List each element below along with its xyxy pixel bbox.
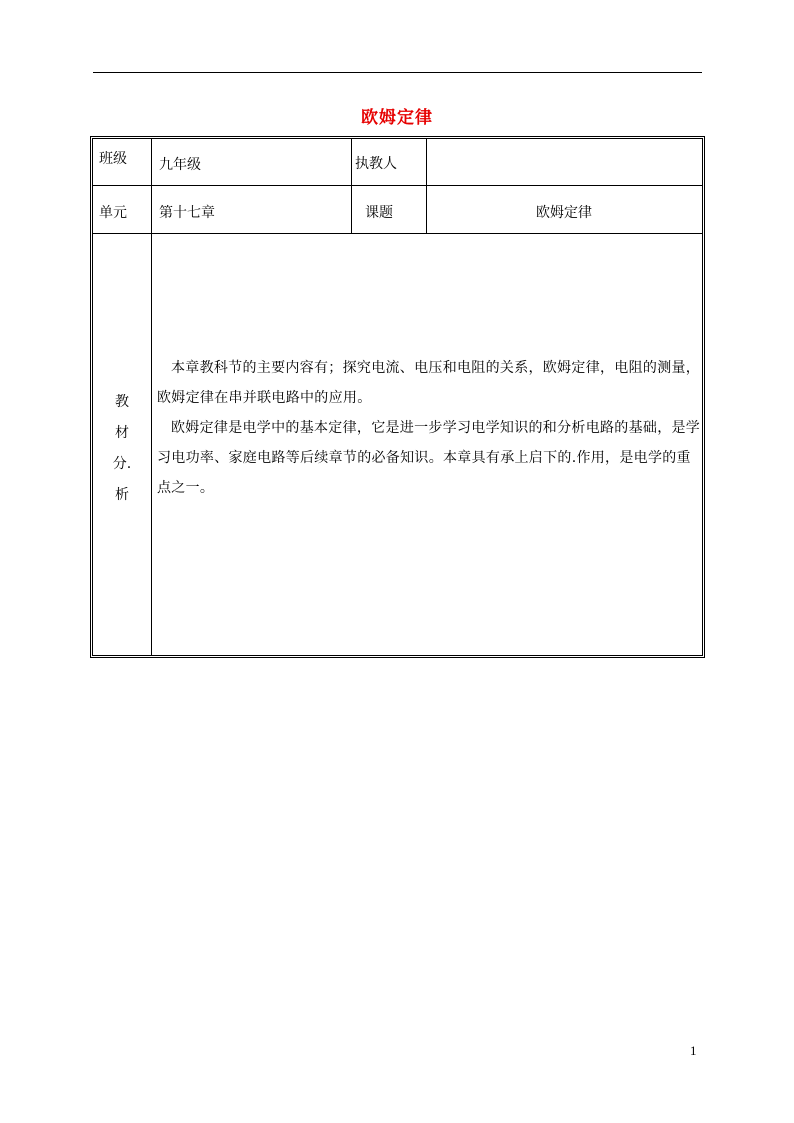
label-char: 材 [115, 425, 129, 441]
label-char: 析 [115, 487, 129, 503]
table-row-divider [93, 233, 702, 234]
document-title: 欧姆定律 [361, 108, 433, 128]
unit-value: 第十七章 [159, 205, 215, 221]
teacher-label: 执教人 [355, 156, 397, 172]
table-column-divider [151, 139, 152, 655]
table-column-divider [351, 139, 352, 233]
topic-label: 课题 [365, 205, 393, 221]
analysis-paragraph: 欧姆定律是电学中的基本定律，它是进一步学习电学知识的和分析电路的基础，是学习电功率、家庭电路等后续章节的必备知识。本章具有承上启下的.作用，是电学的重点之一。 [157, 420, 701, 496]
unit-label: 单元 [99, 205, 127, 221]
header-rule [93, 72, 702, 73]
page-number: 1 [690, 1043, 697, 1058]
topic-value: 欧姆定律 [536, 205, 592, 221]
class-value: 九年级 [159, 157, 201, 173]
material-analysis-label [93, 387, 151, 511]
label-char: 分. [112, 456, 132, 472]
label-char: 教 [115, 394, 129, 410]
class-label: 班级 [99, 151, 127, 167]
material-analysis-content [157, 353, 701, 503]
lesson-plan-table [90, 136, 705, 658]
table-row-divider [93, 185, 702, 186]
analysis-paragraph: 本章教科节的主要内容有；探究电流、电压和电阻的关系，欧姆定律，电阻的测量，欧姆定律在串并联电路中的应用。 [157, 360, 701, 406]
